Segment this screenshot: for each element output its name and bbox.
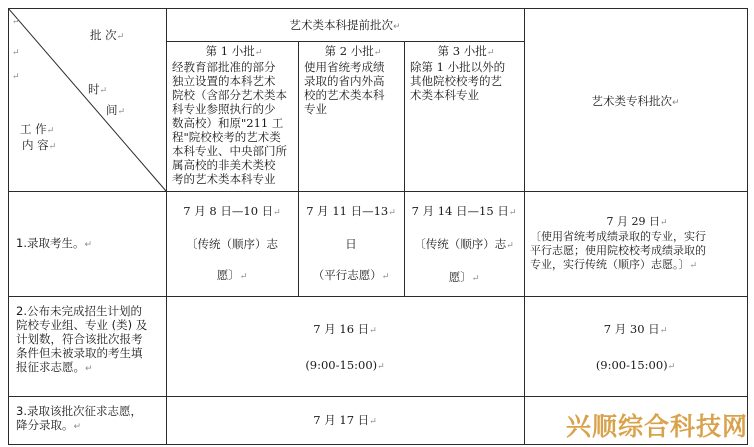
table-border-right: [747, 8, 748, 445]
header-time-label-2: 间↵: [106, 103, 126, 117]
row3-ahead-date: 7 月 17 日↵: [313, 413, 377, 427]
header-art-specialty-batch: 艺术类专科批次↵: [591, 94, 680, 108]
col-divider-ahead-specialty: [524, 8, 525, 445]
row2-specialty-date: 7 月 30 日↵ (9:00-15:00)↵: [595, 322, 676, 372]
row2-ahead-date: 7 月 16 日↵ (9:00-15:00)↵: [305, 322, 385, 372]
table-border-bottom: [8, 444, 748, 445]
header-content-label: 内 容↵: [22, 138, 57, 152]
header-stray-mark-1: ↵: [12, 17, 20, 27]
header-batch-label: 批 次↵: [90, 28, 125, 42]
header-diagonal-line: [8, 8, 167, 192]
row1-content: 1.录取考生。↵: [16, 236, 93, 250]
row1-specialty-date: 7 月 29 日↵ 〔使用省统考成绩录取的专业，实行 平行志愿；使用院校校考成绩录取的 专业，实行传统（顺序）志愿。〕↵: [530, 215, 706, 271]
header-sub2: 第 2 小批↵ 使用省统考成绩 录取的省内外高 校的艺术类本科 专业: [304, 44, 385, 116]
row-divider-1: [8, 296, 748, 297]
row1-sub3-date: 7 月 14 日—15 日↵ 〔传统（顺序）志↵ 愿〕↵: [411, 204, 517, 284]
watermark: 兴顺综合科技网: [565, 412, 748, 441]
row3-content: 3.录取该批次征求志愿， 降分录取。↵: [16, 404, 142, 432]
row1-sub2-date: 7 月 11 日—13↵ 日 （平行志愿）↵: [306, 204, 396, 282]
row1-sub1-date: 7 月 8 日—10 日↵ 〔传统（顺序）志 愿〕↵: [183, 204, 281, 282]
header-art-ahead-batch: 艺术类本科提前批次↵: [289, 18, 401, 32]
header-time-label: 时↵: [88, 82, 108, 96]
header-sub1: 第 1 小批↵ 经教育部批准的部分 独立设置的本科艺术 院校（含部分艺术类本 科专业参照执行的少 数高校）和原"211 工 程"院校校考的艺术类 本科专业、中央部门所 属高校的非美术类校 考的艺术类本科专业: [172, 44, 287, 186]
header-sub3: 第 3 小批↵ 除第 1 小批以外的 其他院校校考的艺 术类本科专业: [410, 44, 506, 102]
header-stray-mark-3: ↵: [12, 72, 20, 82]
row-divider-ahead-header: [166, 41, 524, 42]
header-stray-mark-2: ↵: [12, 48, 20, 58]
row2-content: 2.公布未完成招生计划的 院校专业组、专业 (类) 及 计划数，符合该批次报考 条件但未被录取的考生填 报征求志愿。↵: [16, 304, 148, 374]
header-work-label: 工 作↵: [20, 122, 55, 136]
row-divider-2: [8, 396, 748, 397]
